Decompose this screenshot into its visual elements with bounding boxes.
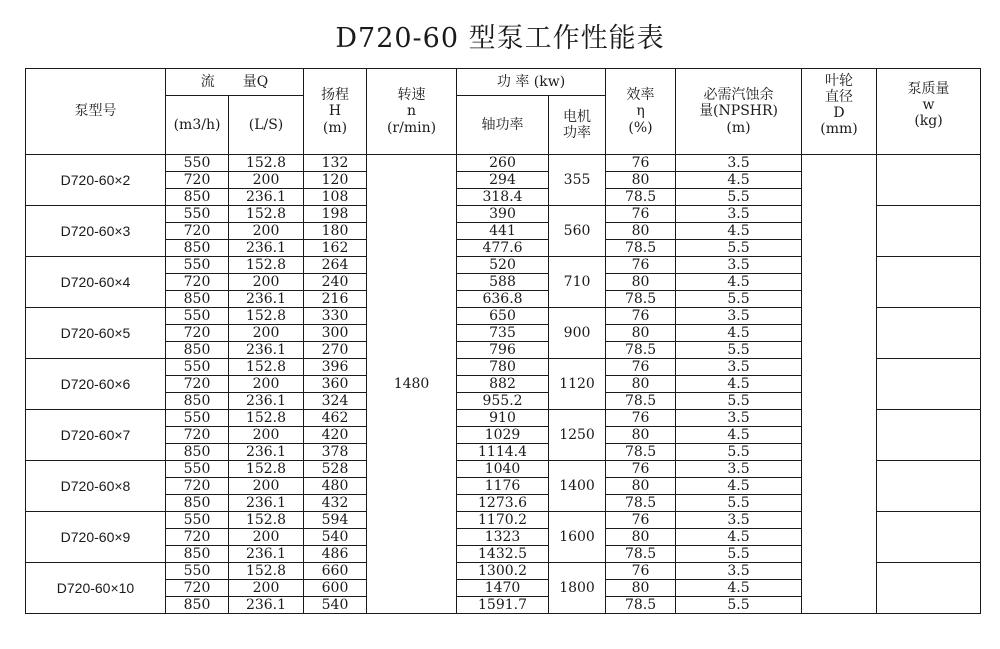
flow-m3h: 550 — [166, 512, 229, 529]
flow-ls: 236.1 — [229, 240, 304, 257]
flow-m3h: 720 — [166, 427, 229, 444]
npshr: 5.5 — [676, 240, 802, 257]
flow-m3h: 550 — [166, 461, 229, 478]
flow-ls: 152.8 — [229, 512, 304, 529]
head-value: 162 — [304, 240, 367, 257]
flow-ls: 236.1 — [229, 291, 304, 308]
head-value: 480 — [304, 478, 367, 495]
head-value: 270 — [304, 342, 367, 359]
efficiency: 80 — [606, 325, 676, 342]
shaft-power: 477.6 — [457, 240, 549, 257]
pump-model: D720-60×4 — [26, 257, 166, 308]
shaft-power: 318.4 — [457, 189, 549, 206]
flow-m3h: 720 — [166, 376, 229, 393]
page-title: D720-60 型泵工作性能表 — [335, 23, 665, 54]
efficiency: 76 — [606, 359, 676, 376]
head-value: 660 — [304, 563, 367, 580]
head-value: 420 — [304, 427, 367, 444]
flow-ls: 200 — [229, 172, 304, 189]
efficiency: 78.5 — [606, 342, 676, 359]
npshr: 5.5 — [676, 342, 802, 359]
head-value: 540 — [304, 529, 367, 546]
flow-m3h: 850 — [166, 444, 229, 461]
impeller-diameter — [802, 155, 877, 614]
pump-mass — [877, 461, 981, 512]
efficiency: 78.5 — [606, 393, 676, 410]
flow-ls: 200 — [229, 376, 304, 393]
motor-power: 1120 — [549, 359, 606, 410]
efficiency: 80 — [606, 580, 676, 597]
npshr: 3.5 — [676, 155, 802, 172]
motor-power: 355 — [549, 155, 606, 206]
header-shaft-power: 轴功率 — [457, 96, 549, 155]
header-pump-model: 泵型号 — [26, 69, 166, 155]
flow-ls: 236.1 — [229, 546, 304, 563]
npshr: 3.5 — [676, 512, 802, 529]
shaft-power: 955.2 — [457, 393, 549, 410]
flow-ls: 236.1 — [229, 444, 304, 461]
flow-m3h: 550 — [166, 155, 229, 172]
efficiency: 78.5 — [606, 495, 676, 512]
npshr: 4.5 — [676, 325, 802, 342]
npshr: 3.5 — [676, 359, 802, 376]
efficiency: 80 — [606, 529, 676, 546]
npshr: 5.5 — [676, 546, 802, 563]
motor-power: 710 — [549, 257, 606, 308]
flow-m3h: 720 — [166, 223, 229, 240]
performance-table — [25, 68, 981, 614]
shaft-power: 636.8 — [457, 291, 549, 308]
pump-mass — [877, 563, 981, 614]
efficiency: 76 — [606, 563, 676, 580]
head-value: 378 — [304, 444, 367, 461]
npshr: 3.5 — [676, 410, 802, 427]
shaft-power: 1323 — [457, 529, 549, 546]
header-flow: 流 量Q — [166, 69, 304, 96]
flow-m3h: 850 — [166, 597, 229, 614]
flow-m3h: 550 — [166, 257, 229, 274]
pump-mass — [877, 512, 981, 563]
efficiency: 76 — [606, 206, 676, 223]
head-value: 432 — [304, 495, 367, 512]
efficiency: 80 — [606, 478, 676, 495]
head-value: 300 — [304, 325, 367, 342]
flow-m3h: 720 — [166, 274, 229, 291]
npshr: 4.5 — [676, 274, 802, 291]
head-value: 360 — [304, 376, 367, 393]
flow-ls: 152.8 — [229, 461, 304, 478]
shaft-power: 1114.4 — [457, 444, 549, 461]
pump-model: D720-60×6 — [26, 359, 166, 410]
npshr: 5.5 — [676, 444, 802, 461]
npshr: 3.5 — [676, 257, 802, 274]
flow-ls: 236.1 — [229, 597, 304, 614]
header-power: 功 率 (kw) — [457, 69, 606, 96]
flow-ls: 152.8 — [229, 155, 304, 172]
flow-m3h: 720 — [166, 325, 229, 342]
npshr: 5.5 — [676, 291, 802, 308]
pump-model: D720-60×8 — [26, 461, 166, 512]
motor-power: 1250 — [549, 410, 606, 461]
efficiency: 80 — [606, 427, 676, 444]
npshr: 5.5 — [676, 597, 802, 614]
flow-m3h: 550 — [166, 359, 229, 376]
table-body — [26, 155, 981, 614]
head-value: 540 — [304, 597, 367, 614]
pump-mass — [877, 308, 981, 359]
shaft-power: 650 — [457, 308, 549, 325]
pump-model: D720-60×5 — [26, 308, 166, 359]
flow-ls: 152.8 — [229, 206, 304, 223]
efficiency: 78.5 — [606, 291, 676, 308]
flow-ls: 152.8 — [229, 563, 304, 580]
header-motor-power: 电机 功率 — [549, 96, 606, 155]
flow-m3h: 720 — [166, 580, 229, 597]
head-value: 108 — [304, 189, 367, 206]
motor-power: 900 — [549, 308, 606, 359]
flow-m3h: 850 — [166, 240, 229, 257]
shaft-power: 735 — [457, 325, 549, 342]
pump-mass — [877, 257, 981, 308]
flow-ls: 200 — [229, 274, 304, 291]
npshr: 4.5 — [676, 223, 802, 240]
head-value: 594 — [304, 512, 367, 529]
efficiency: 80 — [606, 172, 676, 189]
pump-model: D720-60×9 — [26, 512, 166, 563]
npshr: 5.5 — [676, 393, 802, 410]
npshr: 3.5 — [676, 563, 802, 580]
efficiency: 78.5 — [606, 546, 676, 563]
efficiency: 78.5 — [606, 597, 676, 614]
efficiency: 80 — [606, 223, 676, 240]
flow-ls: 236.1 — [229, 189, 304, 206]
flow-m3h: 720 — [166, 529, 229, 546]
shaft-power: 390 — [457, 206, 549, 223]
shaft-power: 1176 — [457, 478, 549, 495]
flow-ls: 236.1 — [229, 342, 304, 359]
flow-ls: 152.8 — [229, 257, 304, 274]
flow-m3h: 850 — [166, 495, 229, 512]
header-flow-m3h: (m3/h) — [166, 96, 229, 155]
header-mass: 泵质量 w (kg) — [877, 69, 981, 155]
flow-ls: 236.1 — [229, 393, 304, 410]
npshr: 5.5 — [676, 495, 802, 512]
head-value: 198 — [304, 206, 367, 223]
table-row — [26, 155, 981, 172]
shaft-power: 1029 — [457, 427, 549, 444]
head-value: 132 — [304, 155, 367, 172]
efficiency: 78.5 — [606, 189, 676, 206]
head-value: 216 — [304, 291, 367, 308]
head-value: 180 — [304, 223, 367, 240]
shaft-power: 1040 — [457, 461, 549, 478]
npshr: 4.5 — [676, 529, 802, 546]
npshr: 4.5 — [676, 478, 802, 495]
flow-m3h: 850 — [166, 546, 229, 563]
shaft-power: 780 — [457, 359, 549, 376]
shaft-power: 294 — [457, 172, 549, 189]
flow-m3h: 850 — [166, 189, 229, 206]
efficiency: 76 — [606, 410, 676, 427]
flow-m3h: 720 — [166, 478, 229, 495]
flow-ls: 200 — [229, 580, 304, 597]
npshr: 4.5 — [676, 376, 802, 393]
flow-m3h: 550 — [166, 206, 229, 223]
head-value: 600 — [304, 580, 367, 597]
efficiency: 80 — [606, 376, 676, 393]
efficiency: 76 — [606, 461, 676, 478]
shaft-power: 910 — [457, 410, 549, 427]
header-impeller: 叶轮 直径 D (mm) — [802, 69, 877, 155]
shaft-power: 1432.5 — [457, 546, 549, 563]
shaft-power: 1170.2 — [457, 512, 549, 529]
flow-ls: 200 — [229, 223, 304, 240]
flow-m3h: 550 — [166, 308, 229, 325]
head-value: 120 — [304, 172, 367, 189]
motor-power: 1800 — [549, 563, 606, 614]
flow-ls: 236.1 — [229, 495, 304, 512]
flow-m3h: 550 — [166, 410, 229, 427]
npshr: 3.5 — [676, 206, 802, 223]
shaft-power: 882 — [457, 376, 549, 393]
shaft-power: 1591.7 — [457, 597, 549, 614]
efficiency: 76 — [606, 155, 676, 172]
efficiency: 76 — [606, 512, 676, 529]
pump-model: D720-60×2 — [26, 155, 166, 206]
head-value: 264 — [304, 257, 367, 274]
motor-power: 1600 — [549, 512, 606, 563]
npshr: 4.5 — [676, 580, 802, 597]
npshr: 4.5 — [676, 427, 802, 444]
motor-power: 560 — [549, 206, 606, 257]
shaft-power: 1300.2 — [457, 563, 549, 580]
pump-mass — [877, 359, 981, 410]
header-speed: 转速 n (r/min) — [367, 69, 457, 155]
head-value: 396 — [304, 359, 367, 376]
flow-ls: 152.8 — [229, 308, 304, 325]
head-value: 240 — [304, 274, 367, 291]
flow-m3h: 850 — [166, 342, 229, 359]
shaft-power: 441 — [457, 223, 549, 240]
npshr: 4.5 — [676, 172, 802, 189]
shaft-power: 260 — [457, 155, 549, 172]
shaft-power: 1470 — [457, 580, 549, 597]
head-value: 462 — [304, 410, 367, 427]
flow-ls: 200 — [229, 529, 304, 546]
header-flow-ls: (L/S) — [229, 96, 304, 155]
flow-m3h: 550 — [166, 563, 229, 580]
efficiency: 76 — [606, 257, 676, 274]
efficiency: 80 — [606, 274, 676, 291]
pump-model: D720-60×3 — [26, 206, 166, 257]
pump-model: D720-60×7 — [26, 410, 166, 461]
flow-m3h: 850 — [166, 291, 229, 308]
flow-ls: 152.8 — [229, 359, 304, 376]
npshr: 3.5 — [676, 461, 802, 478]
head-value: 486 — [304, 546, 367, 563]
header-efficiency: 效率 η (%) — [606, 69, 676, 155]
shaft-power: 796 — [457, 342, 549, 359]
flow-ls: 200 — [229, 478, 304, 495]
efficiency: 76 — [606, 308, 676, 325]
npshr: 3.5 — [676, 308, 802, 325]
header-head: 扬程 H (m) — [304, 69, 367, 155]
efficiency: 78.5 — [606, 240, 676, 257]
flow-m3h: 850 — [166, 393, 229, 410]
pump-mass — [877, 155, 981, 206]
flow-ls: 200 — [229, 325, 304, 342]
flow-ls: 152.8 — [229, 410, 304, 427]
shaft-power: 588 — [457, 274, 549, 291]
flow-m3h: 720 — [166, 172, 229, 189]
pump-model: D720-60×10 — [26, 563, 166, 614]
pump-mass — [877, 410, 981, 461]
head-value: 330 — [304, 308, 367, 325]
head-value: 324 — [304, 393, 367, 410]
shaft-power: 1273.6 — [457, 495, 549, 512]
head-value: 528 — [304, 461, 367, 478]
pump-mass — [877, 206, 981, 257]
npshr: 5.5 — [676, 189, 802, 206]
flow-ls: 200 — [229, 427, 304, 444]
motor-power: 1400 — [549, 461, 606, 512]
shaft-power: 520 — [457, 257, 549, 274]
header-npshr: 必需汽蚀余 量(NPSHR) (m) — [676, 69, 802, 155]
efficiency: 78.5 — [606, 444, 676, 461]
speed-value: 1480 — [367, 155, 457, 614]
